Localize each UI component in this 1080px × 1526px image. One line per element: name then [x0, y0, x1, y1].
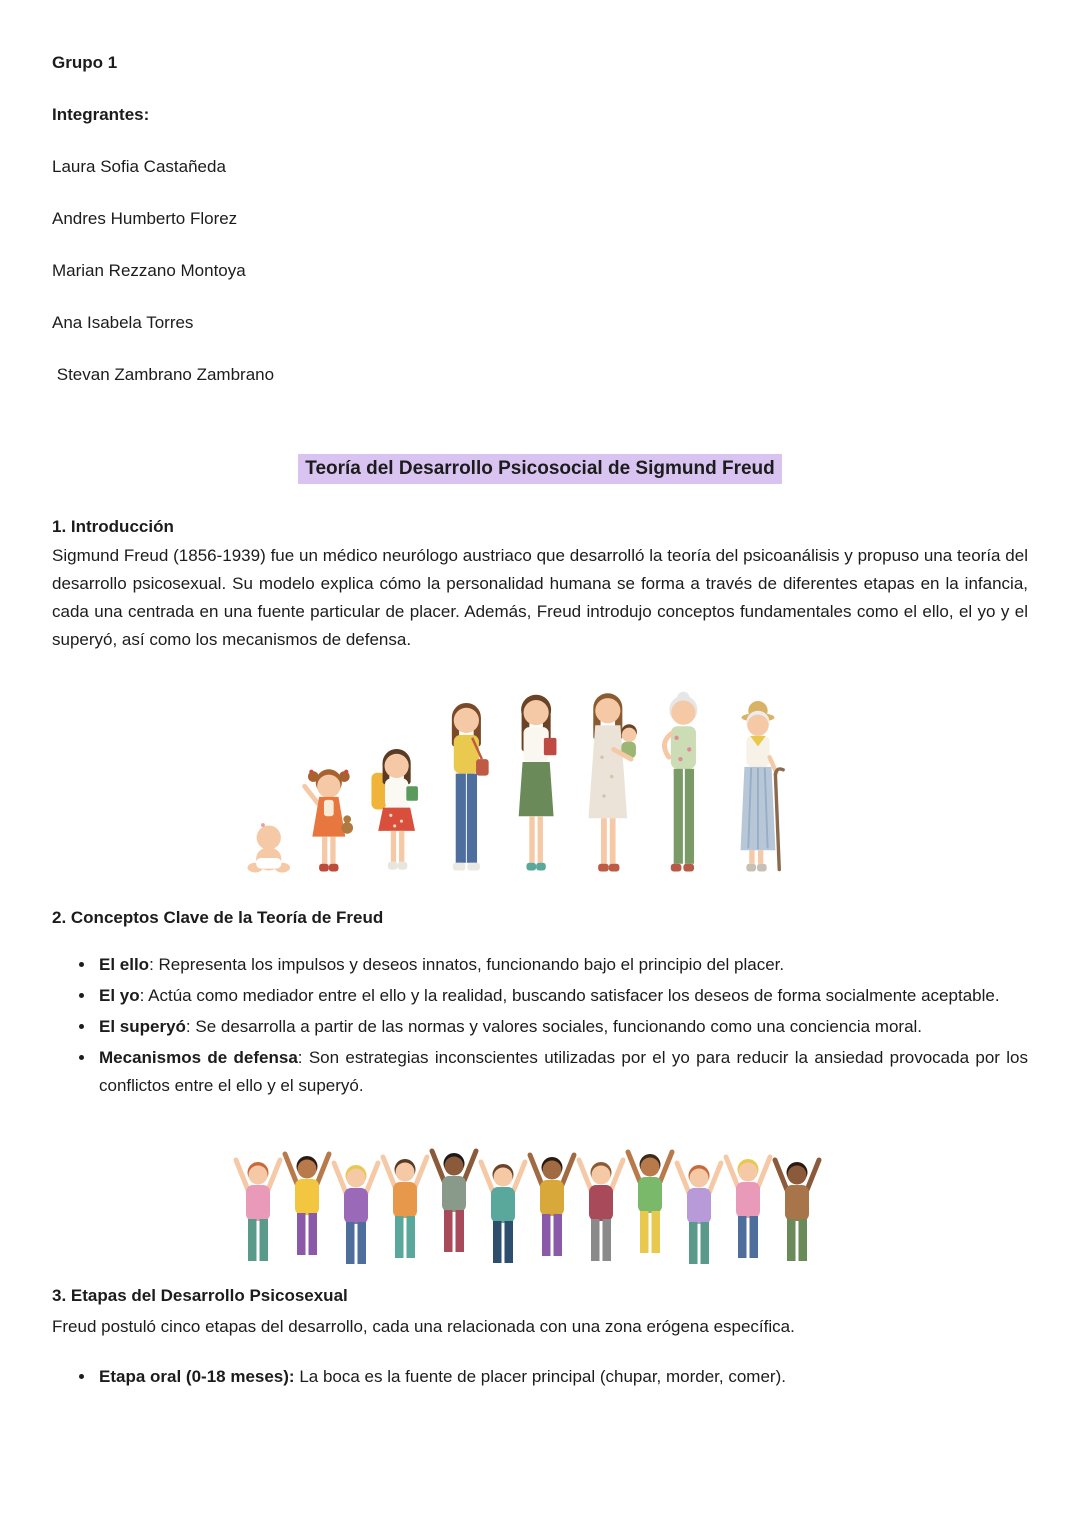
members-label: Integrantes: — [52, 105, 150, 124]
concept-term: El superyó — [99, 1017, 186, 1037]
concepts-list — [52, 951, 1028, 1100]
life-stages-illustration — [52, 670, 1028, 883]
figure-teen-girl — [452, 703, 489, 871]
title-row — [52, 454, 1028, 484]
introduction-paragraph: Sigmund Freud (1856-1939) fue un médico neurólogo austriaco que desarrolló la teoría del psicoanálisis y propuso una teoría del desarrollo psicosexual. Su modelo explica cómo la personalidad humana se forma a través de diferentes etapas en la infancia, cada una centrada en una fuente particular de placer. Además, Freud introdujo conceptos fundamentales como el ello, el yo y el superyó, así como los mecanismos de defensa. — [52, 546, 1028, 649]
celebration-illustration — [52, 1116, 1028, 1271]
figure-celebrating-person — [236, 1160, 280, 1261]
figure-baby — [247, 820, 290, 872]
figure-celebrating-person — [481, 1162, 525, 1263]
figure-celebrating-person — [579, 1160, 623, 1261]
figure-toddler-girl — [305, 769, 353, 871]
figure-older-woman — [664, 692, 697, 872]
figure-celebrating-person — [383, 1157, 427, 1258]
figure-mother-with-baby — [588, 693, 636, 871]
figure-celebrating-person — [775, 1160, 819, 1261]
section-heading-concepts: 2. Conceptos Clave de la Teoría de Freud — [52, 908, 384, 928]
member-name: Laura Sofia Castañeda — [52, 157, 226, 176]
stage-description: La boca es la fuente de placer principal (chupar, morder, comer). — [294, 1367, 786, 1387]
group-label: Grupo 1 — [52, 53, 118, 72]
concept-term: El ello — [99, 955, 150, 975]
concept-description: : Actúa como mediador entre el ello y la realidad, buscando satisfacer los deseos de forma socialmente aceptable. — [139, 986, 1000, 1006]
figure-elderly-woman — [741, 701, 784, 872]
life-stages-drawing — [230, 670, 850, 883]
document-title: Teoría del Desarrollo Psicosocial de Sigmund Freud — [298, 454, 782, 484]
stages-list — [52, 1363, 1028, 1391]
figure-celebrating-person — [628, 1152, 672, 1253]
figure-young-woman-books — [519, 695, 557, 871]
concept-description: : Son estrategias inconscientes utilizadas por el yo para reducir la ansiedad provocada por los conflictos entre el ello y el superyó. — [99, 1048, 1028, 1096]
member-name: Marian Rezzano Montoya — [52, 261, 246, 280]
member-name: Ana Isabela Torres — [52, 313, 194, 332]
concept-term: El yo — [99, 986, 140, 1006]
concept-term: Mecanismos de defensa — [99, 1048, 298, 1068]
stage-term: Etapa oral (0-18 meses): — [99, 1367, 295, 1387]
member-name: Stevan Zambrano Zambrano — [52, 365, 275, 384]
section-heading-introduction: 1. Introducción — [52, 517, 174, 536]
list-item — [96, 1044, 1028, 1100]
list-item — [96, 1013, 1028, 1041]
figure-celebrating-person — [432, 1151, 476, 1252]
concept-description: : Se desarrolla a partir de las normas y valores sociales, funcionando como una conciencia moral. — [185, 1017, 923, 1037]
section-heading-stages: 3. Etapas del Desarrollo Psicosexual — [52, 1286, 348, 1306]
member-name: Andres Humberto Florez — [52, 209, 238, 228]
list-item — [96, 982, 1028, 1010]
stages-paragraph: Freud postuló cinco etapas del desarrollo, cada una relacionada con una zona erógena específica. — [52, 1317, 795, 1337]
figure-school-girl — [371, 749, 418, 870]
list-item — [96, 951, 1028, 979]
figure-celebrating-person — [726, 1157, 770, 1258]
figure-celebrating-person — [285, 1154, 329, 1255]
list-item — [96, 1363, 1028, 1391]
celebration-drawing — [230, 1116, 850, 1271]
figure-celebrating-person — [677, 1163, 721, 1264]
concept-description: : Representa los impulsos y deseos innatos, funcionando bajo el principio del placer. — [149, 955, 785, 975]
figure-celebrating-person — [334, 1163, 378, 1264]
figure-celebrating-person — [530, 1155, 574, 1256]
